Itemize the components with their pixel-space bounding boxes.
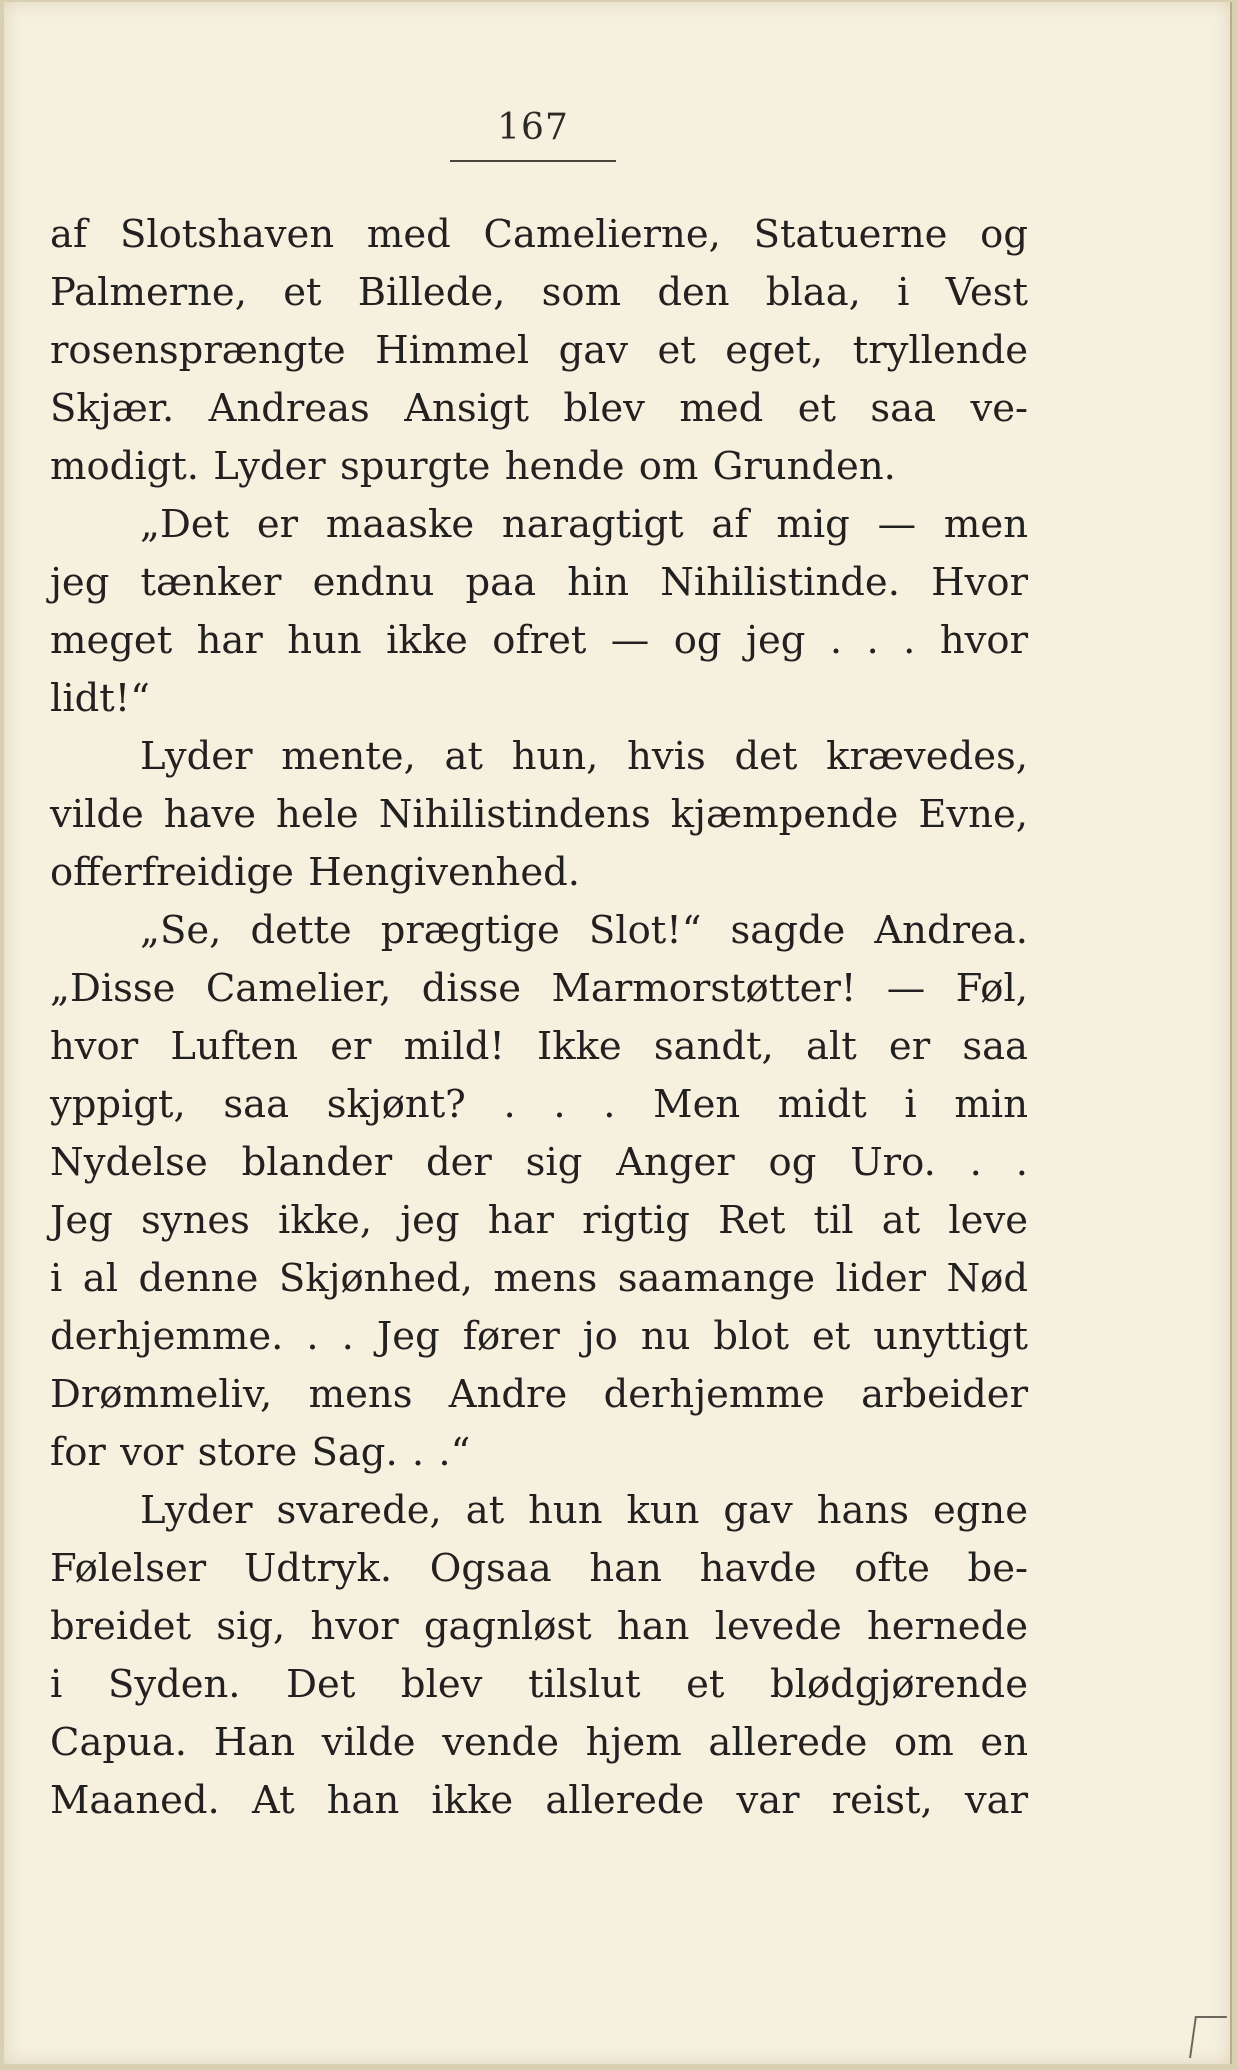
text-line: Capua. Han vilde vende hjem allerede om en	[50, 1720, 1028, 1765]
text-line: modigt. Lyder spurgte hende om Grunden.	[50, 444, 896, 489]
text-line: Jeg synes ikke, jeg har rigtig Ret til at leve	[50, 1198, 1028, 1243]
header-rule	[450, 160, 616, 162]
text-line: derhjemme. . . Jeg fører jo nu blot et unyttigt	[50, 1314, 1028, 1359]
text-line: Skjær. Andreas Ansigt blev med et saa ve-	[50, 386, 1028, 431]
text-line: vilde have hele Nihilistindens kjæmpende Evne,	[50, 792, 1028, 837]
page-number: 167	[497, 107, 569, 148]
book-page	[4, 2, 1232, 2064]
text-line: for vor store Sag. . .“	[50, 1430, 471, 1475]
text-line: Lyder mente, at hun, hvis det krævedes,	[140, 734, 1028, 779]
text-line: Nydelse blander der sig Anger og Uro. . .	[50, 1140, 1028, 1185]
text-line: jeg tænker endnu paa hin Nihilistinde. Hvor	[50, 560, 1028, 605]
text-line: Følelser Udtryk. Ogsaa han havde ofte be-	[50, 1546, 1028, 1591]
text-line: Palmerne, et Billede, som den blaa, i Vest	[50, 270, 1028, 315]
text-line: yppigt, saa skjønt? . . . Men midt i min	[50, 1082, 1028, 1127]
page-corner-mark	[1189, 2016, 1227, 2058]
text-line: „Se, dette prægtige Slot!“ sagde Andrea.	[140, 908, 1028, 953]
text-line: hvor Luften er mild! Ikke sandt, alt er saa	[50, 1024, 1028, 1069]
text-line: Lyder svarede, at hun kun gav hans egne	[140, 1488, 1028, 1533]
page-header	[450, 107, 616, 162]
text-line: af Slotshaven med Camelierne, Statuerne og	[50, 212, 1028, 257]
text-line: Drømmeliv, mens Andre derhjemme arbeider	[50, 1372, 1028, 1417]
text-line: meget har hun ikke ofret — og jeg . . . hvor	[50, 618, 1028, 663]
text-line: „Disse Camelier, disse Marmorstøtter! — Føl,	[50, 966, 1028, 1011]
text-line: breidet sig, hvor gagnløst han levede hernede	[50, 1604, 1028, 1649]
text-line: lidt!“	[50, 676, 150, 721]
text-line: rosensprængte Himmel gav et eget, tryllende	[50, 328, 1028, 373]
text-line: i Syden. Det blev tilslut et blødgjørende	[50, 1662, 1028, 1707]
text-line: „Det er maaske naragtigt af mig — men	[140, 502, 1028, 547]
text-line: Maaned. At han ikke allerede var reist, var	[50, 1778, 1028, 1823]
text-line: i al denne Skjønhed, mens saamange lider Nød	[50, 1256, 1028, 1301]
body-text	[50, 206, 1028, 1830]
text-line: offerfreidige Hengivenhed.	[50, 850, 581, 895]
